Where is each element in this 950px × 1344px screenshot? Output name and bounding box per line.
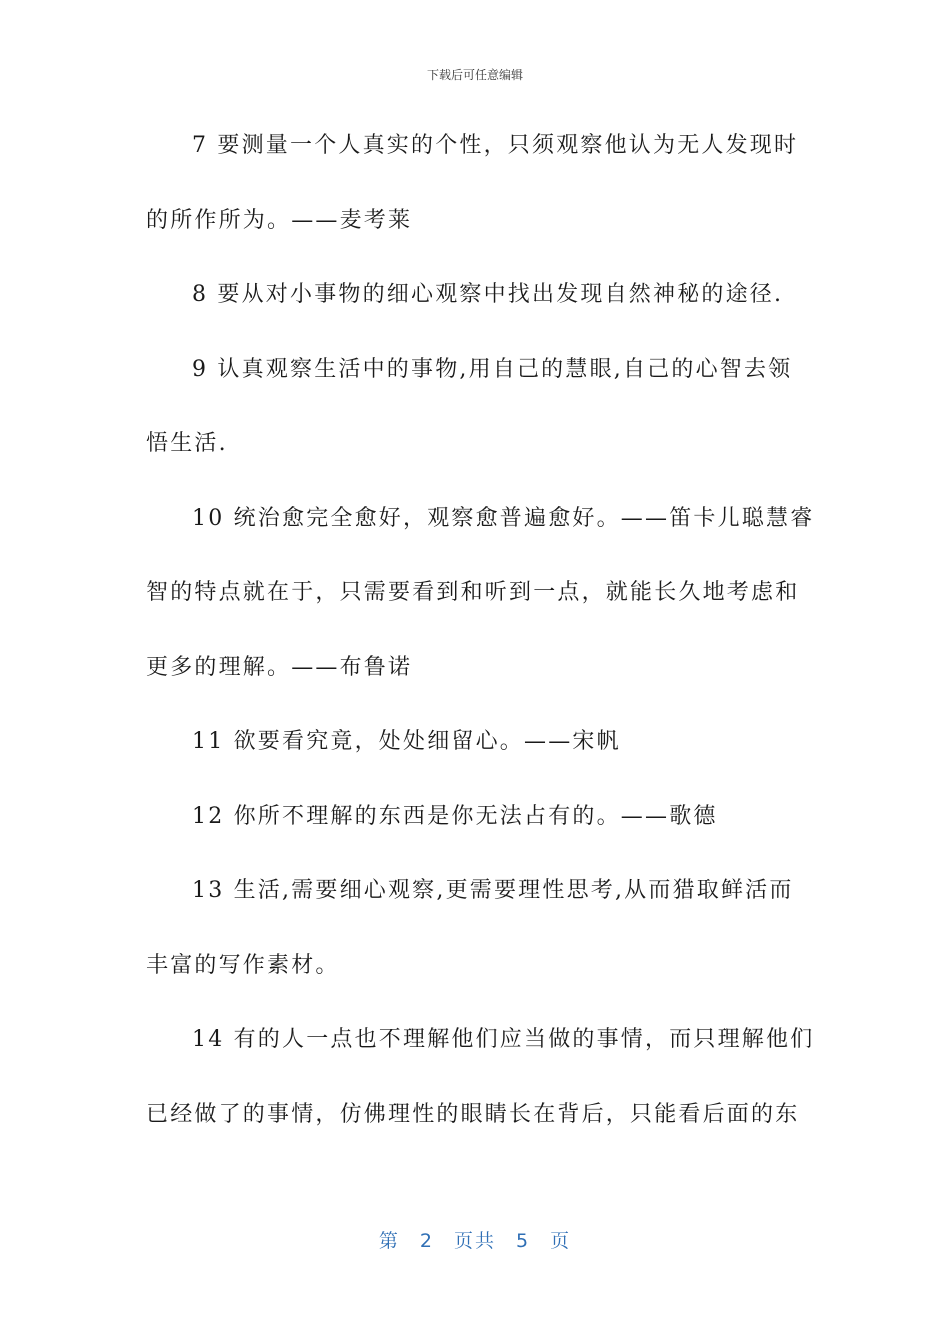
text-line: 7 要测量一个人真实的个性，只须观察他认为无人发现时	[192, 133, 799, 158]
page-header: 下载后可任意编辑	[426, 68, 523, 82]
text-line: 12 你所不理解的东西是你无法占有的。——歌德	[192, 803, 718, 829]
text-line: 悟生活.	[146, 431, 228, 456]
document-body	[146, 128, 815, 1171]
text-line: 14 有的人一点也不理解他们应当做的事情，而只理解他们	[192, 1027, 815, 1052]
text-line: 10 统治愈完全愈好，观察愈普遍愈好。——笛卡儿聪慧睿	[192, 505, 815, 531]
text-line: 13 生活,需要细心观察,更需要理性思考,从而猎取鲜活而	[192, 878, 794, 903]
footer-prefix: 第	[378, 1230, 400, 1252]
text-line: 丰富的写作素材。	[146, 952, 340, 978]
footer-total-pages: 5	[516, 1230, 531, 1252]
text-line: 11 欲要看究竟，处处细留心。——宋帆	[192, 729, 621, 754]
text-line: 的所作所为。——麦考莱	[146, 207, 413, 233]
text-line: 9 认真观察生活中的事物,用自己的慧眼,自己的心智去领	[192, 356, 793, 382]
text-line: 智的特点就在于，只需要看到和听到一点，就能长久地考虑和	[146, 580, 800, 605]
text-line: 8 要从对小事物的细心观察中找出发现自然神秘的途径.	[192, 282, 784, 307]
text-line: 已经做了的事情，仿佛理性的眼睛长在背后，只能看后面的东	[146, 1101, 800, 1127]
footer-suffix: 页	[550, 1230, 572, 1252]
page-footer	[0, 1226, 950, 1253]
footer-middle: 页共	[453, 1230, 496, 1252]
footer-page-number: 2	[419, 1230, 434, 1252]
text-line: 更多的理解。——布鲁诺	[146, 654, 413, 680]
